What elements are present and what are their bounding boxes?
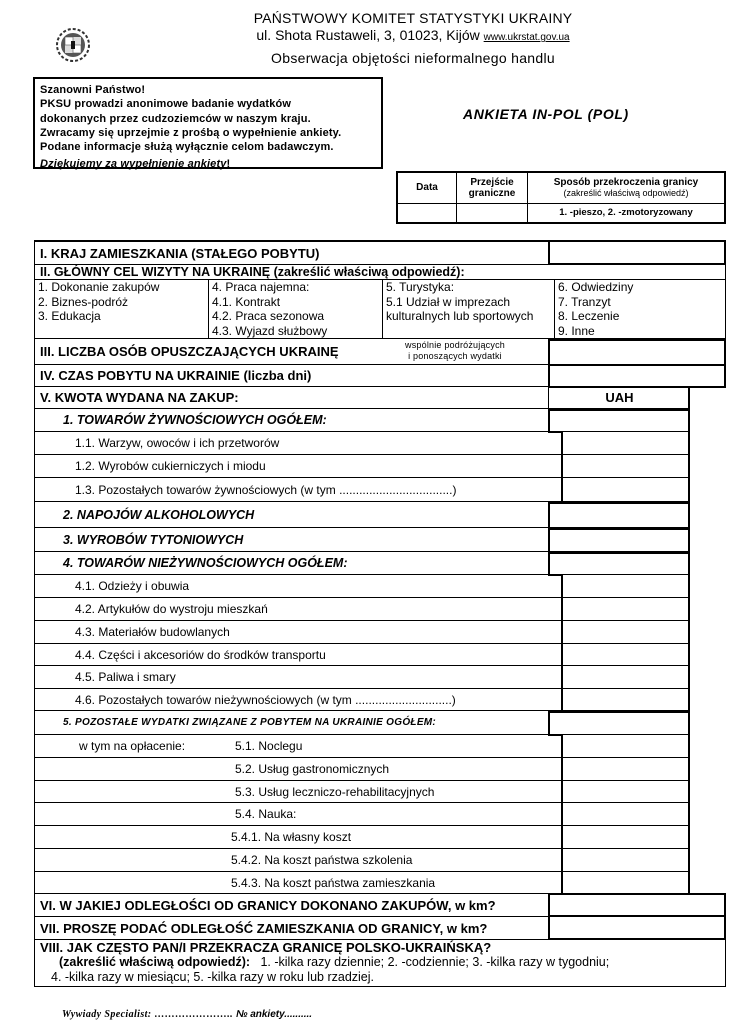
purpose-option[interactable]: 4. Praca najemna: xyxy=(212,280,310,294)
expense-label: 5.4.1. Na własny koszt xyxy=(231,830,352,844)
section-8-hint: (zakreślić właściwą odpowiedź): xyxy=(59,955,251,969)
country-input[interactable] xyxy=(548,240,726,265)
purpose-option[interactable]: 4.1. Kontrakt xyxy=(212,294,281,309)
amount-input-education-host-state[interactable] xyxy=(561,849,690,872)
amount-input-food-total[interactable] xyxy=(548,409,690,433)
survey-subtitle: Obserwacja objętości nieformalnego handlu xyxy=(271,50,555,66)
purpose-option[interactable]: 6. Odwiedziny xyxy=(558,280,634,294)
section-3-note xyxy=(370,340,540,362)
expense-row-other-expenses-total xyxy=(34,711,549,735)
section-5-row xyxy=(34,387,549,409)
method-header-title: Sposób przekroczenia granicy xyxy=(553,177,699,189)
amount-input-education[interactable] xyxy=(561,803,690,826)
address-text: ul. Shota Rustaweli, 3, 01023, Kijów xyxy=(256,27,480,43)
survey-number-field[interactable]: .......... xyxy=(284,1009,313,1020)
purpose-option[interactable]: 1. Dokonanie zakupów xyxy=(38,280,160,294)
intro-box xyxy=(33,77,383,169)
section-3-row xyxy=(34,339,549,365)
expense-row-clothing-footwear xyxy=(34,575,562,598)
amount-input-vehicle-parts[interactable] xyxy=(561,644,690,666)
frequency-options-2[interactable]: 4. -kilka razy w miesiącu; 5. -kilka razy w roku lub rzadziej. xyxy=(51,970,375,984)
org-address xyxy=(40,27,746,43)
expense-row-vehicle-parts xyxy=(34,644,562,666)
expense-label: 4.5. Paliwa i smary xyxy=(75,670,176,684)
crossing-input[interactable] xyxy=(457,203,528,223)
section-2-label: II. GŁÓWNY CEL WIZYTY NA UKRAINĘ (zakreślić właściwą odpowiedź): xyxy=(40,265,465,279)
persons-count-input[interactable] xyxy=(548,339,726,366)
purpose-option[interactable]: 5. Turystyka: xyxy=(386,280,455,294)
expense-row-other-food xyxy=(34,478,562,502)
expense-label: 4.4. Części i akcesoriów do środków transportu xyxy=(75,647,326,662)
expense-label: 4.3. Materiałów budowlanych xyxy=(75,625,230,639)
crossing-header-line: Przejście xyxy=(470,176,514,188)
expense-row-alcohol xyxy=(34,502,549,528)
website-link[interactable]: www.ukrstat.gov.ua xyxy=(483,32,570,43)
purpose-option[interactable]: 3. Edukacja xyxy=(38,309,101,323)
intro-line: PKSU prowadzi anonimowe badanie wydatków xyxy=(40,98,292,111)
crossing-header xyxy=(457,172,528,203)
section-4-row xyxy=(34,365,549,387)
amount-input-building-materials[interactable] xyxy=(561,621,690,644)
expense-row-education xyxy=(34,803,562,826)
expense-row-education-own-cost xyxy=(34,826,562,849)
purpose-col-3 xyxy=(383,279,555,338)
section-7-row xyxy=(34,917,549,940)
expense-label: 4. TOWARÓW NIEŻYWNOŚCIOWYCH OGÓŁEM: xyxy=(63,556,348,570)
expense-row-accommodation xyxy=(34,735,562,758)
residence-distance-input[interactable] xyxy=(548,915,726,940)
purpose-col-2 xyxy=(209,279,383,338)
intro-thanks xyxy=(40,157,376,171)
amount-input-education-own-cost[interactable] xyxy=(561,826,690,849)
payment-prefix-label: w tym na opłacenie: xyxy=(79,739,186,753)
purchase-distance-input[interactable] xyxy=(548,893,726,917)
expense-label: 5.4. Nauka: xyxy=(235,807,297,821)
purpose-option[interactable]: 5.1 Udział w imprezach xyxy=(386,294,511,309)
expense-label: 5.4.3. Na koszt państwa zamieszkania xyxy=(231,875,436,890)
section-1-label: I. KRAJ ZAMIESZKANIA (STAŁEGO POBYTU) xyxy=(40,245,320,261)
amount-input-other-food[interactable] xyxy=(561,478,690,502)
amount-input-nonfood-total[interactable] xyxy=(548,552,690,576)
section-6-row xyxy=(34,894,549,917)
expense-label: 5.4.2. Na koszt państwa szkolenia xyxy=(231,853,413,867)
expense-label: 5.3. Usług leczniczo-rehabilitacyjnych xyxy=(235,784,435,799)
intro-line: Podane informacje służą wyłącznie celom badawczym. xyxy=(40,141,334,154)
amount-input-clothing-footwear[interactable] xyxy=(561,575,690,598)
amount-input-gastronomy[interactable] xyxy=(561,758,690,781)
purpose-option[interactable]: 4.3. Wyjazd służbowy xyxy=(212,323,328,338)
intro-line: Szanowni Państwo! xyxy=(40,84,146,96)
interviewer-label: Wywiady Specialist: xyxy=(62,1009,152,1020)
thanks-text: Dziękujemy za wypełnienie ankiety xyxy=(40,158,227,171)
amount-input-vegetables-fruits[interactable] xyxy=(561,432,690,455)
expense-label: 5.2. Usług gastronomicznych xyxy=(235,762,390,776)
purpose-option[interactable]: 7. Tranzyt xyxy=(558,294,611,309)
method-options[interactable]: 1. -pieszo, 2. -zmotoryzowany xyxy=(528,203,726,223)
purpose-col-1 xyxy=(35,279,209,338)
amount-input-tobacco[interactable] xyxy=(548,528,690,553)
thanks-exclamation: ! xyxy=(226,158,231,171)
amount-input-home-furnishing[interactable] xyxy=(561,598,690,621)
method-header-hint: (zakreślić właściwą odpowiedź) xyxy=(563,188,689,199)
visit-purpose-options xyxy=(34,279,726,339)
expense-row-other-nonfood xyxy=(34,689,562,711)
purpose-col-4 xyxy=(555,279,725,338)
expense-label: 4.6. Pozostałych towarów nieżywnościowych (w tym .............................) xyxy=(75,692,456,707)
section-5-label: V. KWOTA WYDANA NA ZAKUP: xyxy=(40,390,239,405)
purpose-option[interactable]: kulturalnych lub sportowych xyxy=(386,309,534,323)
crossing-header-line: graniczne xyxy=(468,187,516,199)
expense-row-education-host-state xyxy=(34,849,562,872)
amount-input-accommodation[interactable] xyxy=(561,735,690,758)
expense-label: 1.3. Pozostałych towarów żywnościowych (w tym ..................................) xyxy=(75,482,457,497)
expense-row-building-materials xyxy=(34,621,562,644)
expense-label: 3. WYROBÓW TYTONIOWYCH xyxy=(63,532,244,547)
purpose-option[interactable]: 9. Inne xyxy=(558,323,595,338)
expense-label: 4.2. Artykułów do wystroju mieszkań xyxy=(75,602,268,616)
purpose-option[interactable]: 2. Biznes-podróż xyxy=(38,294,129,309)
currency-label: UAH xyxy=(605,390,634,405)
stay-days-input[interactable] xyxy=(548,364,726,388)
org-name: PAŃSTWOWY KOMITET STATYSTYKI UKRAINY xyxy=(253,10,573,26)
expense-row-food-total xyxy=(34,409,549,432)
expense-row-tobacco xyxy=(34,528,549,552)
expense-row-fuel-lubricants xyxy=(34,666,562,689)
expense-label: 5.1. Noclegu xyxy=(235,739,303,753)
section-8-label: VIII. JAK CZĘSTO PAN/I PRZEKRACZA GRANICĘ POLSKO-UKRAIŃSKĄ? xyxy=(40,940,492,955)
expense-row-gastronomy xyxy=(34,758,562,781)
section-8-block xyxy=(34,940,726,987)
form-title: ANKIETA IN-POL (POL) xyxy=(463,106,629,122)
expense-row-nonfood-total xyxy=(34,552,549,575)
note-line: wspólnie podróżujących xyxy=(405,340,505,350)
expense-label: 2. NAPOJÓW ALKOHOLOWYCH xyxy=(63,507,255,522)
expense-label: 1.1. Warzyw, owoców i ich przetworów xyxy=(75,436,280,450)
expense-label: 1. TOWARÓW ŻYWNOŚCIOWYCH OGÓŁEM: xyxy=(63,413,327,427)
amount-input-medical-rehab[interactable] xyxy=(561,781,690,803)
interviewer-field[interactable]: ………………….. xyxy=(151,1009,236,1020)
expense-label: 1.2. Wyrobów cukierniczych i miodu xyxy=(75,459,266,473)
section-4-label: IV. CZAS POBYTU NA UKRAINIE (liczba dni) xyxy=(40,368,312,383)
purpose-option[interactable]: 4.2. Praca sezonowa xyxy=(212,309,325,323)
amount-input-education-home-state[interactable] xyxy=(561,872,690,894)
amount-input-alcohol[interactable] xyxy=(548,502,690,529)
section-6-label: VI. W JAKIEJ ODLEGŁOŚCI OD GRANICY DOKONANO ZAKUPÓW, w km? xyxy=(40,897,496,913)
section-3-label: III. LICZBA OSÓB OPUSZCZAJĄCYCH UKRAINĘ xyxy=(40,344,339,359)
expense-label: 4.1. Odzieży i obuwia xyxy=(75,579,190,593)
amount-input-other-expenses-total[interactable] xyxy=(548,711,690,736)
survey-number-label: № ankiety xyxy=(235,1009,285,1020)
intro-line: dokonanych przez cudzoziemców w naszym kraju. xyxy=(40,112,311,125)
intro-line: Zwracamy się uprzejmie z prośbą o wypełnienie ankiety. xyxy=(40,126,342,139)
frequency-options-1[interactable]: 1. -kilka razy dziennie; 2. -codziennie; 3. -kilka razy w tygodniu; xyxy=(260,955,610,969)
footer xyxy=(62,1009,312,1020)
note-line: i ponoszących wydatki xyxy=(408,351,502,361)
amount-input-confectionery-honey[interactable] xyxy=(561,455,690,478)
expense-label: 5. POZOSTAŁE WYDATKI ZWIĄZANE Z POBYTEM NA UKRAINIE OGÓŁEM: xyxy=(63,717,437,728)
section-2-row xyxy=(34,265,726,280)
expense-row-medical-rehab xyxy=(34,781,562,803)
section-1-row xyxy=(34,240,549,265)
section-7-label: VII. PROSZĘ PODAĆ ODLEGŁOŚĆ ZAMIESZKANIA OD GRANICY, w km? xyxy=(40,920,488,936)
amount-input-fuel-lubricants[interactable] xyxy=(561,666,690,689)
meta-table xyxy=(396,171,726,224)
expense-row-home-furnishing xyxy=(34,598,562,621)
amount-input-other-nonfood[interactable] xyxy=(561,689,690,711)
expense-row-confectionery-honey xyxy=(34,455,562,478)
date-input[interactable] xyxy=(397,203,457,223)
expense-row-education-home-state xyxy=(34,872,562,894)
expense-row-vegetables-fruits xyxy=(34,432,562,455)
purpose-option[interactable]: 8. Leczenie xyxy=(558,309,620,323)
date-header: Data xyxy=(397,172,457,203)
method-header xyxy=(528,172,726,203)
